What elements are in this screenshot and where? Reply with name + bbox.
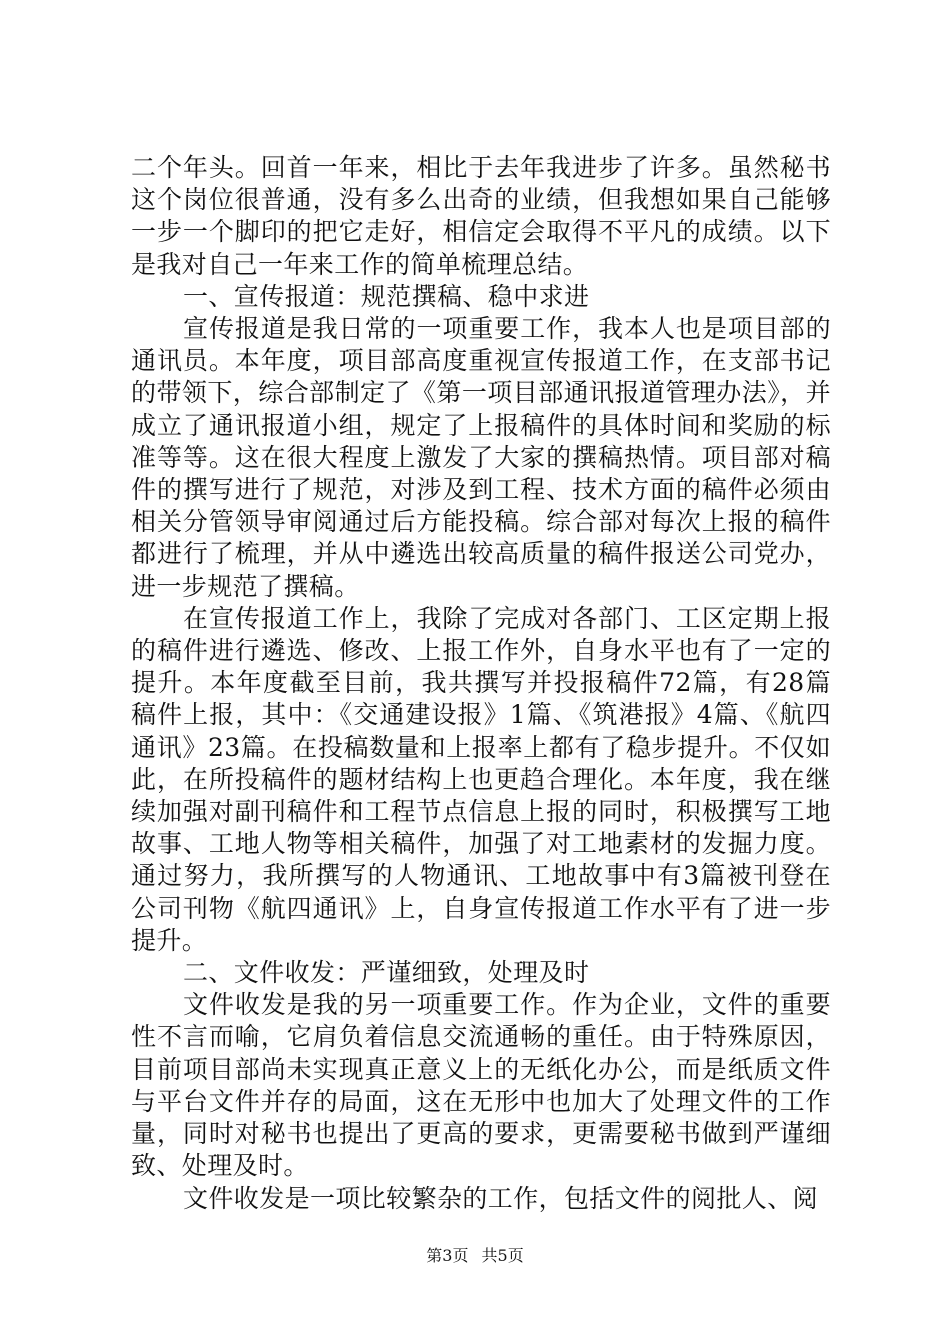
section-heading-publicity: 一、宣传报道：规范撰稿、稳中求进 [183,281,590,311]
page-footer [0,1246,950,1266]
paragraph-continuation: 二个年头。回首一年来，相比于去年我进步了许多。虽然秘书这个岗位很普通，没有多么出奇的业绩，但我想如果自己能够一步一个脚印的把它走好，相信定会取得不平凡的成绩。以下是我对自己一年来工作的简单梳理总结。 [131,153,831,279]
paragraph-documents-intro: 文件收发是我的另一项重要工作。作为企业，文件的重要性不言而喻，它肩负着信息交流通畅的重任。由于特殊原因，目前项目部尚未实现真正意义上的无纸化办公，而是纸质文件与平台文件并存的局面，这在无形中也加大了处理文件的工作量，同时对秘书也提出了更高的要求，更需要秘书做到严谨细致、处理及时。 [131,990,831,1181]
paragraph-documents-detail: 文件收发是一项比较繁杂的工作，包括文件的阅批人、阅 [183,1183,819,1213]
paragraph-publicity-results: 在宣传报道工作上，我除了完成对各部门、工区定期上报的稿件进行遴选、修改、上报工作外，自身水平也有了一定的提升。本年度截至目前，我共撰写并投报稿件72篇，有28篇稿件上报，其中：《交通建设报》1篇、《筑港报》4篇、《航四通讯》23篇。在投稿数量和上报率上都有了稳步提升。不仅如此，在所投稿件的题材结构上也更趋合理化。本年度，我在继续加强对副刊稿件和工程节点信息上报的同时，积极撰写工地故事、工地人物等相关稿件，加强了对工地素材的发掘力度。通过努力，我所撰写的人物通讯、工地故事中有3篇被刊登在公司刊物《航四通讯》上，自身宣传报道工作水平有了进一步提升。 [131,603,831,955]
page-total: 共5页 [481,1246,524,1265]
document-body [131,152,831,1215]
paragraph-publicity-intro: 宣传报道是我日常的一项重要工作，我本人也是项目部的通讯员。本年度，项目部高度重视宣传报道工作，在支部书记的带领下，综合部制定了《第一项目部通讯报道管理办法》，并成立了通讯报道小组，规定了上报稿件的具体时间和奖励的标准等等。这在很大程度上激发了大家的撰稿热情。项目部对稿件的撰写进行了规范，对涉及到工程、技术方面的稿件必须由相关分管领导审阅通过后方能投稿。综合部对每次上报的稿件都进行了梳理，并从中遴选出较高质量的稿件报送公司党办，进一步规范了撰稿。 [131,314,831,601]
section-heading-documents: 二、文件收发：严谨细致，处理及时 [183,958,590,988]
page-number: 第3页 [426,1246,469,1265]
